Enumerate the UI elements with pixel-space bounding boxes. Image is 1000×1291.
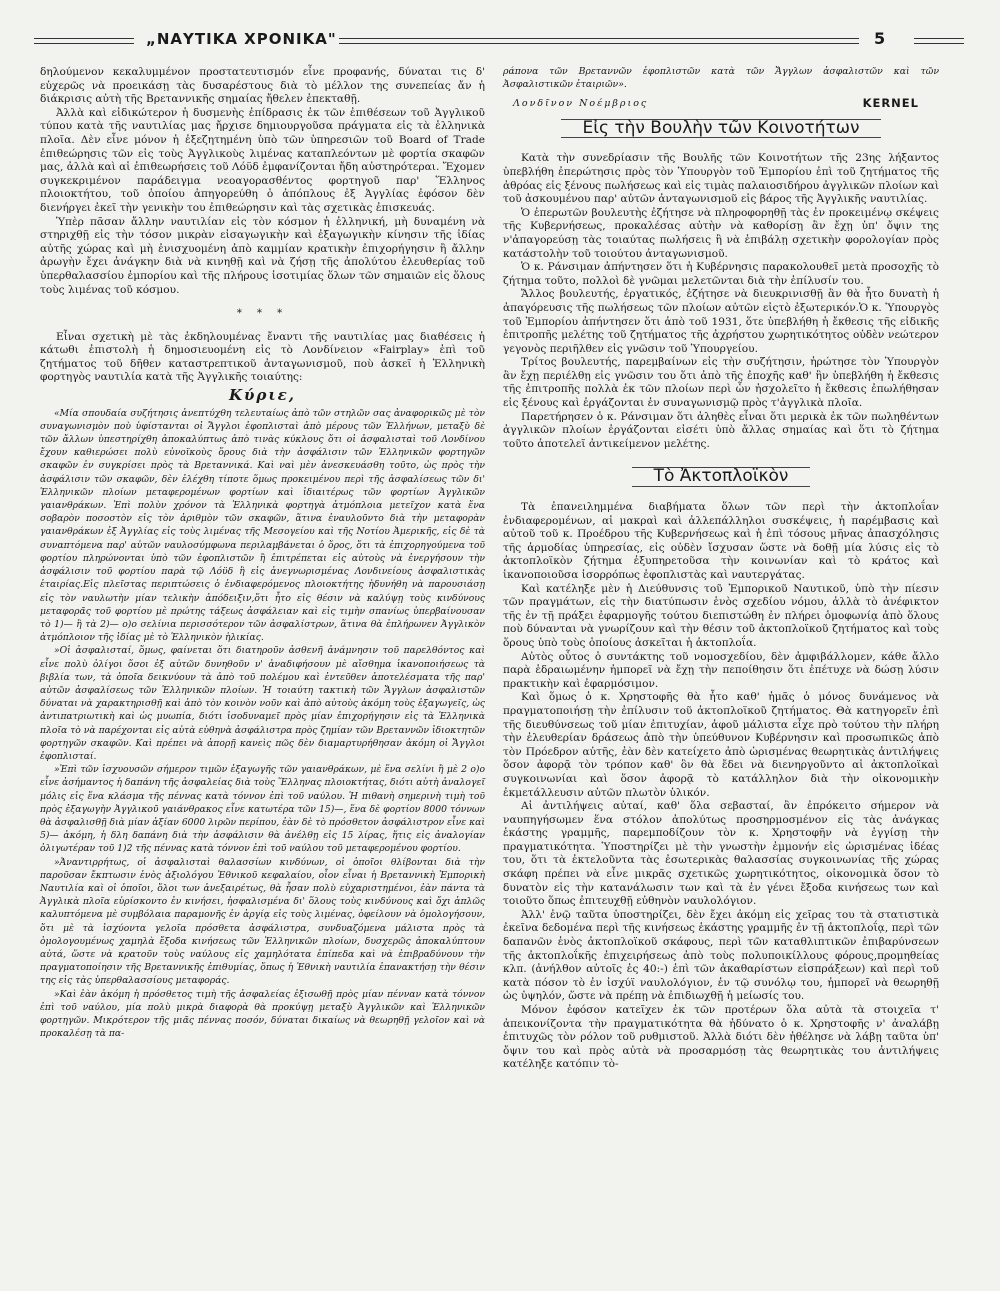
letter-paragraph: »Καὶ ἐὰν ἀκόμη ἡ πρόσθετος τιμὴ τῆς ἀσφαλείας ἐξισωθῇ πρὸς μίαν πένναν κατὰ τόννον ἐπὶ τοῦ ναύλου, μία πολὺ μικρὰ διαφορὰ θὰ προκύψῃ μεταξὺ Ἀγγλικῶν καὶ Ἑλληνικῶν φορτηγῶν. Μικρότερον τῆς μιᾶς πέννας ποσόν, δύναται δικαίως νὰ θεωρηθῇ γελοῖον καὶ νὰ προκαλέσῃ τὰ πα- xyxy=(40,988,485,1040)
section-title: Εἰς τὴν Βουλὴν τῶν Κοινοτήτων xyxy=(561,119,882,139)
letter-paragraph: «Μία σπουδαία συζήτησις ἀνεπτύχθη τελευταίως ἀπὸ τῶν στηλῶν σας ἀναφορικῶς μὲ τὸν συναγωνισμὸν ποὺ ὑφίστανται οἱ Ἄγγλοι ἐφοπλισταὶ ἀπὸ μέρους τῶν Ἑλλήνων, μεταξὺ δὲ τῶν ἄλλων ὑπεστηρίχθη ἀποκαλύπτως ἀπὸ τινὰς κύκλους ὅτι οἱ ἀσφαλισταὶ τοῦ Λονδίνου ἔχουν καθιερώσει πολὺ εὐνοϊκοὺς ὅρους διὰ τὴν ἀσφάλισιν τῶν Ἑλληνικῶν φορτηγῶν σκαφῶν ἐν συγκρίσει πρὸς τὰ Βρεταννικά. Καὶ ναὶ μὲν ἀνεσκευάσθη τοῦτο, ὡς πρὸς τὴν ἀσφάλισιν τῶν σκαφῶν, δὲν ἐλέχθη τίποτε ὅμως προκειμένου περὶ τῆς ἀσφαλίσεως τῶν δι' Ἑλληνικῶν πλοίων μεταφερομένων φορτίων καὶ ἰδιαιτέρως τῶν φορτίων Ἀγγλικῶν γαιανθράκων. Ἐπὶ πολὺν χρόνον τὰ Ἑλληνικὰ φορτηγὰ ἀτμόπλοια μετεῖχον κατὰ ἕνα σοβαρὸν ποσοστὸν εἰς τὸν ἀριθμὸν τῶν σκαφῶν, ἅτινα ἐναυλοῦντο διὰ τὴν μεταφορὰν γαιανθράκων ἐξ Ἀγγλίας εἰς τοὺς λιμένας τῆς Μεσογείου καὶ τῆς Νοτίου Ἀμερικῆς, εἰς δὲ τὰ συναπτόμενα παρ' αὐτῶν ναυλοσύμφωνα περιλαμβάνεται ὁ ὅρος, ὅτι τὰ ἐπιχορηγούμενα τοῦ φορτίου πληρώνονται ὑπὸ τῶν ἐφοπλιστῶν ἢ ἐπιτρέπεται εἰς αὐτοὺς νὰ ἐνεργήσουν τὴν ἀσφάλισιν τοῦ φορτίου παρὰ τῷ Λόϋδ ἢ εἰς ἀνεγνωρισμένας Λονδινείους ἀσφαλιστικὰς ἑταιρίας.Εἰς πλεῖστας περιπτώσεις ὁ ἐνδιαφερόμενος πλοιοκτήτης ἠδυνήθη νὰ παρουσιάσῃ εἰς τὸν ναυλωτὴν μίαν τελικὴν ἀπόδειξιν,ὅτι ἦτο εἰς θέσιν νὰ καλύψῃ τοὺς κινδύνους μεταφορᾶς τοῦ φορτίου μὲ πρώτης τάξεως ἀσφάλειαν καὶ εἰς τιμὴν σπανίως ὑπερβαίνουσαν τὸ 1)— ἢ τὰ 2)— ο)ο σελίνια περισσότερον τῶν ἀσφαλίστρων, ἅτινα θὰ ἐπλήρωνεν Ἀγγλικὸν ἀτμόπλοιον τῆς ἰδίας μὲ τὸ Ἑλληνικὸν ἡλικίας. xyxy=(40,407,485,644)
section-title: Τὸ Ἀκτοπλοϊκὸν xyxy=(632,467,811,487)
paragraph: Ὑπὲρ πᾶσαν ἄλλην ναυτιλίαν εἰς τὸν κόσμον ἡ ἑλληνική, μὴ δυναμένη νὰ στηριχθῇ εἰς τὴν τόσον μικρὰν εἰσαγωγικὴν καὶ ἐξαγωγικὴν κίνησιν τῆς ἰδίας αὐτῆς χώρας καὶ μὴ ἐνισχυομένη ἀπὸ καμμίαν κρατικὴν ἐπιχορήγησιν ἢ ἄλλην ἀρωγὴν ἔχει ἀνάγκην διὰ νὰ κινηθῇ καὶ νὰ ζήσῃ τῆς ἀπολύτου ἐλευθερίας τοῦ ὑπερθαλασσίου ἐμπορίου καὶ τῆς πλήρους ἰσοτιμίας ὅλων τῶν σημαιῶν εἰς ὅλους τοὺς λιμένας τοῦ κόσμου. xyxy=(40,215,485,296)
signature-place-date: Λονδῖνον Νοέμβριος xyxy=(513,98,649,110)
paragraph: Παρετήρησεν ὁ κ. Ράνσιμαν ὅτι ἀληθὲς εἶναι ὅτι μερικὰ ἐκ τῶν πωληθέντων ἀγγλικῶν πλοίων ἐργάζονται εἰσέτι ὑπὸ ἄλλας σημαίας καὶ ὅτι τὸ ζήτημα τοῦτο ἀποτελεῖ ἀντικείμενον μελέτης. xyxy=(503,410,939,450)
paragraph: Εἶναι σχετικὴ μὲ τὰς ἐκδηλουμένας ἔναντι τῆς ναυτιλίας μας διαθέσεις ἡ κάτωθι ἐπιστολὴ ἡ δημοσιευομένη εἰς τὸ Λονδίνειον «Fairplay» ἐπὶ τοῦ ζητήματος τοῦ δῆθεν καταστρεπτικοῦ ἀνταγωνισμοῦ, ποὺ ἀσκεῖ ἡ Ἑλληνικὴ φορτηγὸς ναυτιλία κατὰ τῆς Ἀγγλικῆς τοιαύτης: xyxy=(40,330,485,384)
header-rule-right xyxy=(339,38,859,44)
section-separator: * * * xyxy=(236,308,289,320)
right-column xyxy=(503,66,939,1072)
paragraph: Αἱ ἀντιλήψεις αὐταί, καθ' ὅλα σεβασταί, ἂν ἐπρόκειτο σήμερον νὰ ναυπηγήσωμεν ἕνα στόλον ἀπολύτως προσηρμοσμένον εἰς τὰς ἀνάγκας ἑκάστης γραμμῆς, παρεμποδίζουν τὸν κ. Χρηστοφῆν νὰ ἐγγίσῃ τὴν πραγματικότητα. Ὑποστηρίζει μὲ τὴν γνωστὴν ἐμμονήν εἰς ὡρισμένας ἰδέας του, ὅτι τὰ ἐκτελοῦντα τὰς ἐσωτερικὰς θαλασσίας συγκοινωνίας τῆς χώρας σκάφη πρέπει νὰ εἶνε μικρᾶς σχετικῶς χωρητικότητος, οἰκονομικὰ ὅσον τὸ δυνατὸν εἰς τὴν κατανάλωσιν των καὶ τὰ ἐν γένει ἔξοδα κινήσεως των καὶ τοιοῦτο ὅπως ἐπιτευχθῇ εὐθηνὸν ναυλολόγιον. xyxy=(503,800,939,908)
letter-paragraph: »Ἀναντιρρήτως, οἱ ἀσφαλισταὶ θαλασσίων κινδύνων, οἱ ὁποῖοι θλίβονται διὰ τὴν παροῦσαν ἔκπτωσιν ἑνὸς ἀξιολόγου Ἐθνικοῦ κεφαλαίου, οἷον εἶναι ἡ Βρεταννικὴ Ἐμπορικὴ Ναυτιλία καὶ οἱ ὁποῖοι, ὅλοι των ἀνεξαιρέτως, θὰ ἦσαν πολὺ εὐχαριστημένοι, ἐὰν πάντα τὰ Ἀγγλικὰ πλοῖα εὑρίσκοντο ἐν κινήσει, ἠσφαλισμένα δι' ὅλους τοὺς κινδύνους καὶ ὄχι ἁπλῶς καλυπτόμενα μὲ συμβόλαια παραμονῆς ἐν ἀργίᾳ εἰς τοὺς λιμένας, ὀφείλουν νὰ ὁμολογήσουν, ὅτι μὲ τὰ ἰσχύοντα γελοῖα πρόσθετα ἀσφάλιστρα, συνδυαζόμενα μάλιστα πρὸς τὰ ὁμολογουμένως χαμηλὰ ἔξοδα κινήσεως τῶν Ἑλληνικῶν πλοίων, δυσχερῶς ἀποκαλύπτουν αὐτά, ὥστε νὰ κρατοῦν τοὺς ναύλους εἰς χαμηλότατα ἐπίπεδα καὶ νὰ ἐπιβραδύνουν τὴν πραγματοποίησιν τῆς Βρεταννικῆς ἐπιθυμίας, ὅπως ἡ Ἐθνικὴ ναυτιλία ἐπανακτήσῃ τὴν θέσιν της εἰς τὰς ὑπερθαλασσίους μεταφοράς. xyxy=(40,856,485,987)
paragraph: Ὁ ἐπερωτῶν βουλευτὴς ἐζήτησε νὰ πληροφορηθῇ τὰς ἐν προκειμένῳ σκέψεις τῆς Κυβερνήσεως, προκαλέσας αὐτὴν νὰ καθορίσῃ ἂν ἔχῃ ὑπ' ὄψιν της ν'ἀπαγορεύσῃ τὰς τοιαύτας πωλήσεις ἢ νὰ ἐπιβάλῃ σχετικὴν φορολογίαν πρὸς κατάστολὴν τοῦ τοιούτου ἀνταγωνισμοῦ. xyxy=(503,206,939,260)
letter-paragraph: »Ἐπὶ τῶν ἰσχυουσῶν σήμερον τιμῶν ἐξαγωγῆς τῶν γαιανθράκων, μὲ ἕνα σελίνι ἢ μὲ 2 ο)ο εἶνε ἀσήμαντος ἡ δαπάνη τῆς ἀσφαλείας διὰ τοὺς Ἕλληνας πλοιοκτήτας, διότι αὐτὴ ἀναλογεῖ μόλις εἰς ἕνα κλάσμα τῆς πέννας κατὰ τόννον ἐπὶ τοῦ ναύλου. Ἡ πιθανὴ σημερινὴ τιμὴ τοῦ πρὸς ἐξαγωγὴν Ἀγγλικοῦ γαιάνθρακος εἶνε κατωτέρα τῶν 15)—, ἕνα δὲ φορτίον 8000 τόννων θὰ ἀσφαλισθῇ διὰ μίαν ἀξίαν 6000 λιρῶν περίπου, ἐὰν δὲ τὸ πρόσθετον ἀσφάλιστρον εἶνε καὶ 5)— ἀκόμη, ἡ δλη δαπάνη διὰ τὴν ἀσφάλισιν θὰ ἀνέλθῃ εἰς 15 λίρας, ἥτις εἰς ἀναλογίαν ὀλιγωτέραν τοῦ 1)2 τῆς πέννας κατὰ τόννον ἐπὶ τοῦ ναύλου τοῦ μεταφερομένου φορτίου. xyxy=(40,764,485,855)
paragraph: Μόνον ἐφόσον κατεῖχεν ἐκ τῶν προτέρων ὅλα αὐτὰ τὰ στοιχεῖα τ' ἀπεικονίζοντα τὴν πραγματικότητα θὰ ἠδύνατο ὁ κ. Χρηστοφῆς ν' ἀναλάβῃ ἐπιτυχῶς τὸν ρόλον τοῦ ρυθμιστοῦ. Ἀλλὰ διότι δὲν ἠθέλησε νὰ λάβῃ ταῦτα ὑπ' ὄψιν του καὶ πρὸς αὐτὰ νὰ προσαρμόσῃ τὰς θεωρητικὰς του ἀντιλήψεις κατέληξε κατόπιν τὸ- xyxy=(503,1004,939,1071)
header-rule-far xyxy=(914,38,964,44)
left-column xyxy=(40,66,485,1040)
paragraph: Τὰ ἐπανειλημμένα διαβήματα ὅλων τῶν περὶ τὴν ἀκτοπλοΐαν ἐνδιαφερομένων, αἱ μακραὶ καὶ ἀλλεπάλληλοι συσκέψεις, ἡ παρέμβασις καὶ αὐτοῦ τοῦ κ. Προέδρου τῆς Κυβερνήσεως καὶ ἡ ἐπὶ τόσους μῆνας ἀπασχόλησις τῆς ἁρμοδίας ὑπηρεσίας, εἰς οὐδὲν ἴσχυσαν ὥστε νὰ δοθῇ μία λύσις εἰς τὸ ἀκτοπλοϊκὸν ζήτημα ἐξυπηρετοῦσα τὴν κοινωνίαν καὶ τὸ κράτος καὶ ἱκανοποιοῦσα ἰσορρόπως ἐφοπλιστὰς καὶ ναυτεργάτας. xyxy=(503,501,939,581)
signature-name: KERNEL xyxy=(862,96,919,111)
page-number: 5 xyxy=(874,29,886,48)
letter-signature xyxy=(503,97,939,111)
paragraph: Καὶ ὅμως ὁ κ. Χρηστοφῆς θὰ ἦτο καθ' ἡμᾶς ὁ μόνος δυνάμενος νὰ πραγματοποιήσῃ τὴν ἐπίλυσιν τοῦ ἀκτοπλοϊκοῦ ζητήματος. Θὰ κατηγορεῖν ἐπὶ τῆς διευθύνσεως τοῦ μίαν ἐπιτυχίαν, ἀφοῦ μάλιστα εἶχε πρὸ τούτου τὴν πλήρη τὴν ἐλευθερίαν δράσεως ἀπὸ τὴν ὑπεύθυνον Κυβέρνησιν καὶ προσωπικῶς ἀπὸ τὸν Πρόεδρον αὐτῆς, ἐὰν δὲν κατείχετο ἀπὸ ὡρισμένας θεωρητικὰς ἀντιλήψεις ὅσον ἀφορᾷ τὸν τρόπον καθ' ὃν θὰ ἔδει νὰ διενηργοῦντο αἱ ἀκτοπλοϊκαὶ συγκοινωνίαι καὶ ὅσον ἀφορᾷ τὸ κατάλληλον διὰ τὴν οἰκονομικὴν ἐκμετάλλευσιν αὐτῶν πλωτὸν ὑλικόν. xyxy=(503,691,939,799)
paragraph: Κατὰ τὴν συνεδρίασιν τῆς Βουλῆς τῶν Κοινοτήτων τῆς 23ης λήξαντος ὑπεβλήθη ἐπερώτησις πρὸς τὸν Ὑπουργὸν τοῦ Ἐμπορίου ἐπὶ τοῦ ζητήματος τῆς ἀθρόας εἰς ξένους πωλήσεως καὶ εἰς τιμὰς παλαιοσιδήρου ἀγγλικῶν πλοίων καὶ τοῦ ἀσκουμένου παρ' αὐτῶν ἀνταγωνισμοῦ εἰς βάρος τῆς Ἀγγλικῆς ναυτιλίας. xyxy=(503,152,939,206)
paragraph: Ἀλλ' ἐνῷ ταῦτα ὑποστηρίζει, δὲν ἔχει ἀκόμη εἰς χεῖρας του τὰ στατιστικὰ ἐκεῖνα δεδομένα περὶ τῆς κινήσεως ἑκάστης γραμμῆς ἐν τῇ ἀκτοπλοΐᾳ, περὶ τῶν δαπανῶν ἑνὸς ἀκτοπλοϊκοῦ σκάφους, περὶ τῶν καταθλιπτικῶν ἐπιβαρύνσεων τῆς ἀκτοπλοΐκῆς ἐπιχειρήσεως ἀπὸ τοὺς πολυποικίλλους φόρους,προμηθείας κλπ. (ἀνήλθον αὐτοῖς ἐς 40:-) ἐπὶ τῶν ἀκαθαρίστων εἰσπράξεων) καὶ περὶ τοῦ κατὰ πόσον τὸ ἐν ἰσχύϊ ναυλολόγιον, ἐν τῷ συνόλῳ του, ἠμπορεῖ νὰ θεωρηθῇ ὡς ὑψηλόν, ὥστε νὰ πρέπῃ νὰ ἐπιδιωχθῇ ἡ μείωσίς του. xyxy=(503,908,939,1003)
paragraph: Τρίτος βουλευτής, παρεμβαίνων εἰς τὴν συζήτησιν, ἠρώτησε τὸν Ὑπουργὸν ἂν ἔχῃ περιέλθῃ εἰς γνῶσιν του ὅτι ἀπὸ τῆς ἐποχῆς καθ' ἣν ὑπεβλήθη ἡ ἔκθεσις τῆς ἐπιτροπῆς πολλὰ ἐκ τῶν πλοίων περὶ ὧν ἠσχολεῖτο ἡ ἔκθεσις ἐπωλήθησαν εἰς ξένους καὶ ἐργάζονται ἐν συναγωνισμῷ πρὸς τ'ἀγγλικὰ πλοῖα. xyxy=(503,356,939,410)
paragraph: Ἄλλος βουλευτής, ἐργατικός, ἐζήτησε νὰ διευκρινισθῇ ἂν θὰ ἦτο δυνατὴ ἡ ἀπαγόρευσις τῆς πωλήσεως τῶν πλοίων αὐτῶν εἰςτὸ ἐξωτερικόν.Ὁ κ. Ὑπουργὸς τοῦ Ἐμπορίου ἀπήντησεν ὅτι ἀπὸ τοῦ 1931, ὅτε ὑπεβλήθη ἡ ἔκθεσις τῆς εἰδικῆς ἐπιτροπῆς μελέτης τοῦ ζητήματος τῆς ἀχρήστου χωρητικότητος οὐδὲν νεώτερον γεγονὸς περιῆλθεν εἰς γνῶσιν τοῦ Ὑπουργείου. xyxy=(503,288,939,355)
paragraph: Αὐτὸς οὗτος ὁ συντάκτης τοῦ νομοσχεδίου, δὲν ἀμφιβάλλομεν, κάθε ἄλλο παρὰ ἑδραιωμένην ἠμπορεῖ νὰ ἔχῃ τὴν πεποίθησιν ὅτι ἐπέτυχε νὰ δώσῃ λύσιν πρακτικὴν καὶ ἐφαρμόσιμον. xyxy=(503,650,939,690)
letter-salutation: Κύριε, xyxy=(228,386,297,405)
masthead: „ΝΑΥΤΙΚΑ ΧΡΟΝΙΚΑ" xyxy=(146,30,337,48)
paragraph: δηλούμενον κεκαλυμμένον προστατευτισμόν εἶνε προφανής, δύναται τις δ' εὐχερῶς νὰ προεικάσῃ τὰς δυσαρέστους διὰ τὸ μέλλον της συνεπείας ἄν ἡ διάκρισις αὐτὴ τῆς Βρεταννικῆς σημαίας ἤθελεν ἐπεκταθῇ. xyxy=(40,66,485,106)
page-header xyxy=(34,30,964,52)
letter-continuation: ράπονα τῶν Βρεταννῶν ἐφοπλιστῶν κατὰ τῶν Ἄγγλων ἀσφαλιστῶν καὶ τῶν Ἀσφαλιστικῶν ἑταιριῶν». xyxy=(503,66,939,90)
section-heading-commons xyxy=(503,119,939,139)
paragraph: Ἀλλὰ καὶ εἰδικώτερον ἡ δυσμενὴς ἐπίδρασις ἐκ τῶν ἐπιθέσεων τοῦ Ἀγγλικοῦ τύπου κατὰ τῆς ναυτιλίας μας ἤρχισε δημιουργοῦσα πράγματα εἰς τὰ ἑλληνικὰ πλοῖα. Δὲν εἶνε μόνον ἡ ἐξεζητημένη ὑπὸ τῶν ὑπηρεσιῶν τοῦ Board of Trade ἐπιθεώρησις τῶν εἰς τοὺς Ἀγγλικοὺς λιμένας καταπλεόντων μὲ φορτία σκαφῶν μας, ἀλλὰ καὶ αἱ ἐπιθεωρήσεις τοῦ Λόϋδ ἐμφανίζονται ἤδη αὐστηρότεραι. Ἔχομεν συγκεκριμένον παράδειγμα νεοαγορασθέντος φορτηγοῦ παρ' Ἕλληνος πλοιοκτήτου, τοῦ ὁποίου ἀπηγορεύθη ὁ ἀπόπλους ἐξ Ἀγγλίας ἐφόσον δὲν διενήργει ἐκεῖ τὴν γενικὴν του ἐπιθεώρησιν καὶ τὰς σχετικὰς ἐπισκευάς. xyxy=(40,106,485,214)
letter-paragraph: »Οἱ ἀσφαλισταί, ὅμως, φαίνεται ὅτι διατηροῦν ἀσθενῆ ἀνάμνησιν τοῦ παρελθόντος καὶ εἶνε πολὺ ὀλίγοι ὅσοι ἐξ αὐτῶν δυνηθοῦν ν' ἀναδιφήσουν μὲ αἴσθημα ἱκανοποιήσεως τὰ βιβλία των, τὰ ὁποῖα δεικνύουν τὰ ἀπὸ τοῦ πολέμου καὶ ἐντεῦθεν ἀποτελέσματα τῆς παρ' αὐτῶν ἀσφαλίσεως τῶν Ἑλληνικῶν πλοίων. Ἡ τοιαύτη τακτικὴ τῶν Ἄγγλων ἀσφαλιστῶν δύναται νὰ χαρακτηρισθῇ καὶ ἀπὸ τὸν κοινὸν νοῦν καὶ ἀπὸ αὐτοὺς ἀκόμη τοὺς ἐξαγωγεῖς, ὡς ἀντιπατριωτικὴ καὶ ὡς μυωπία, διότι ἰσοδυναμεῖ πρὸς μίαν ἐπιχορήγησιν εἰς τὰ Ἑλληνικὰ πλοῖα τὸ νὰ παρέχονται εἰς αὐτὰ εὐθηνὰ ἀσφάλιστρα πρὸς ζημίαν τῶν Βρεταννῶν ἰδιοκτητῶν φορτηγῶν σκαφῶν. Καὶ πρέπει νὰ ἀπορῇ κανεὶς πῶς δὲν διαμαρτυρήθησαν ἀκόμη οἱ Ἄγγλοι ἐφοπλισταί. xyxy=(40,645,485,762)
section-heading-coastal xyxy=(503,467,939,487)
paragraph: Ὁ κ. Ράνσιμαν ἀπήντησεν ὅτι ἡ Κυβέρνησις παρακολουθεῖ μετὰ προσοχῆς τὸ ζήτημα τοῦτο, πολλοὶ δὲ γνῶμαι μελετῶνται διὰ τὴν ἐπίλυσίν του. xyxy=(503,261,939,287)
header-rule-left xyxy=(34,38,134,44)
paragraph: Καὶ κατέληξε μὲν ἡ Διεύθυνσις τοῦ Ἐμπορικοῦ Ναυτικοῦ, ὑπὸ τὴν πίεσιν τῶν πραγμάτων, εἰς τὴν διατύπωσιν ἑνὸς σχεδίου νόμου, ἀλλὰ τὸ ἀνέφικτον τῆς ἐν τῇ πράξει ἐφαρμογῆς τούτου διεπιστώθη ἐν πλήρει ὁμοφωνίᾳ ἀπὸ ὅλους ποὺ δύνανται νὰ γνωρίζουν καὶ τὴν θέσιν τοῦ ἀκτοπλοϊκοῦ ζητήματος καὶ τοὺς ὅρους ὑπὸ τοὺς ὁποίους ἀσκεῖται ἡ ἀκτοπλοΐα. xyxy=(503,582,939,649)
